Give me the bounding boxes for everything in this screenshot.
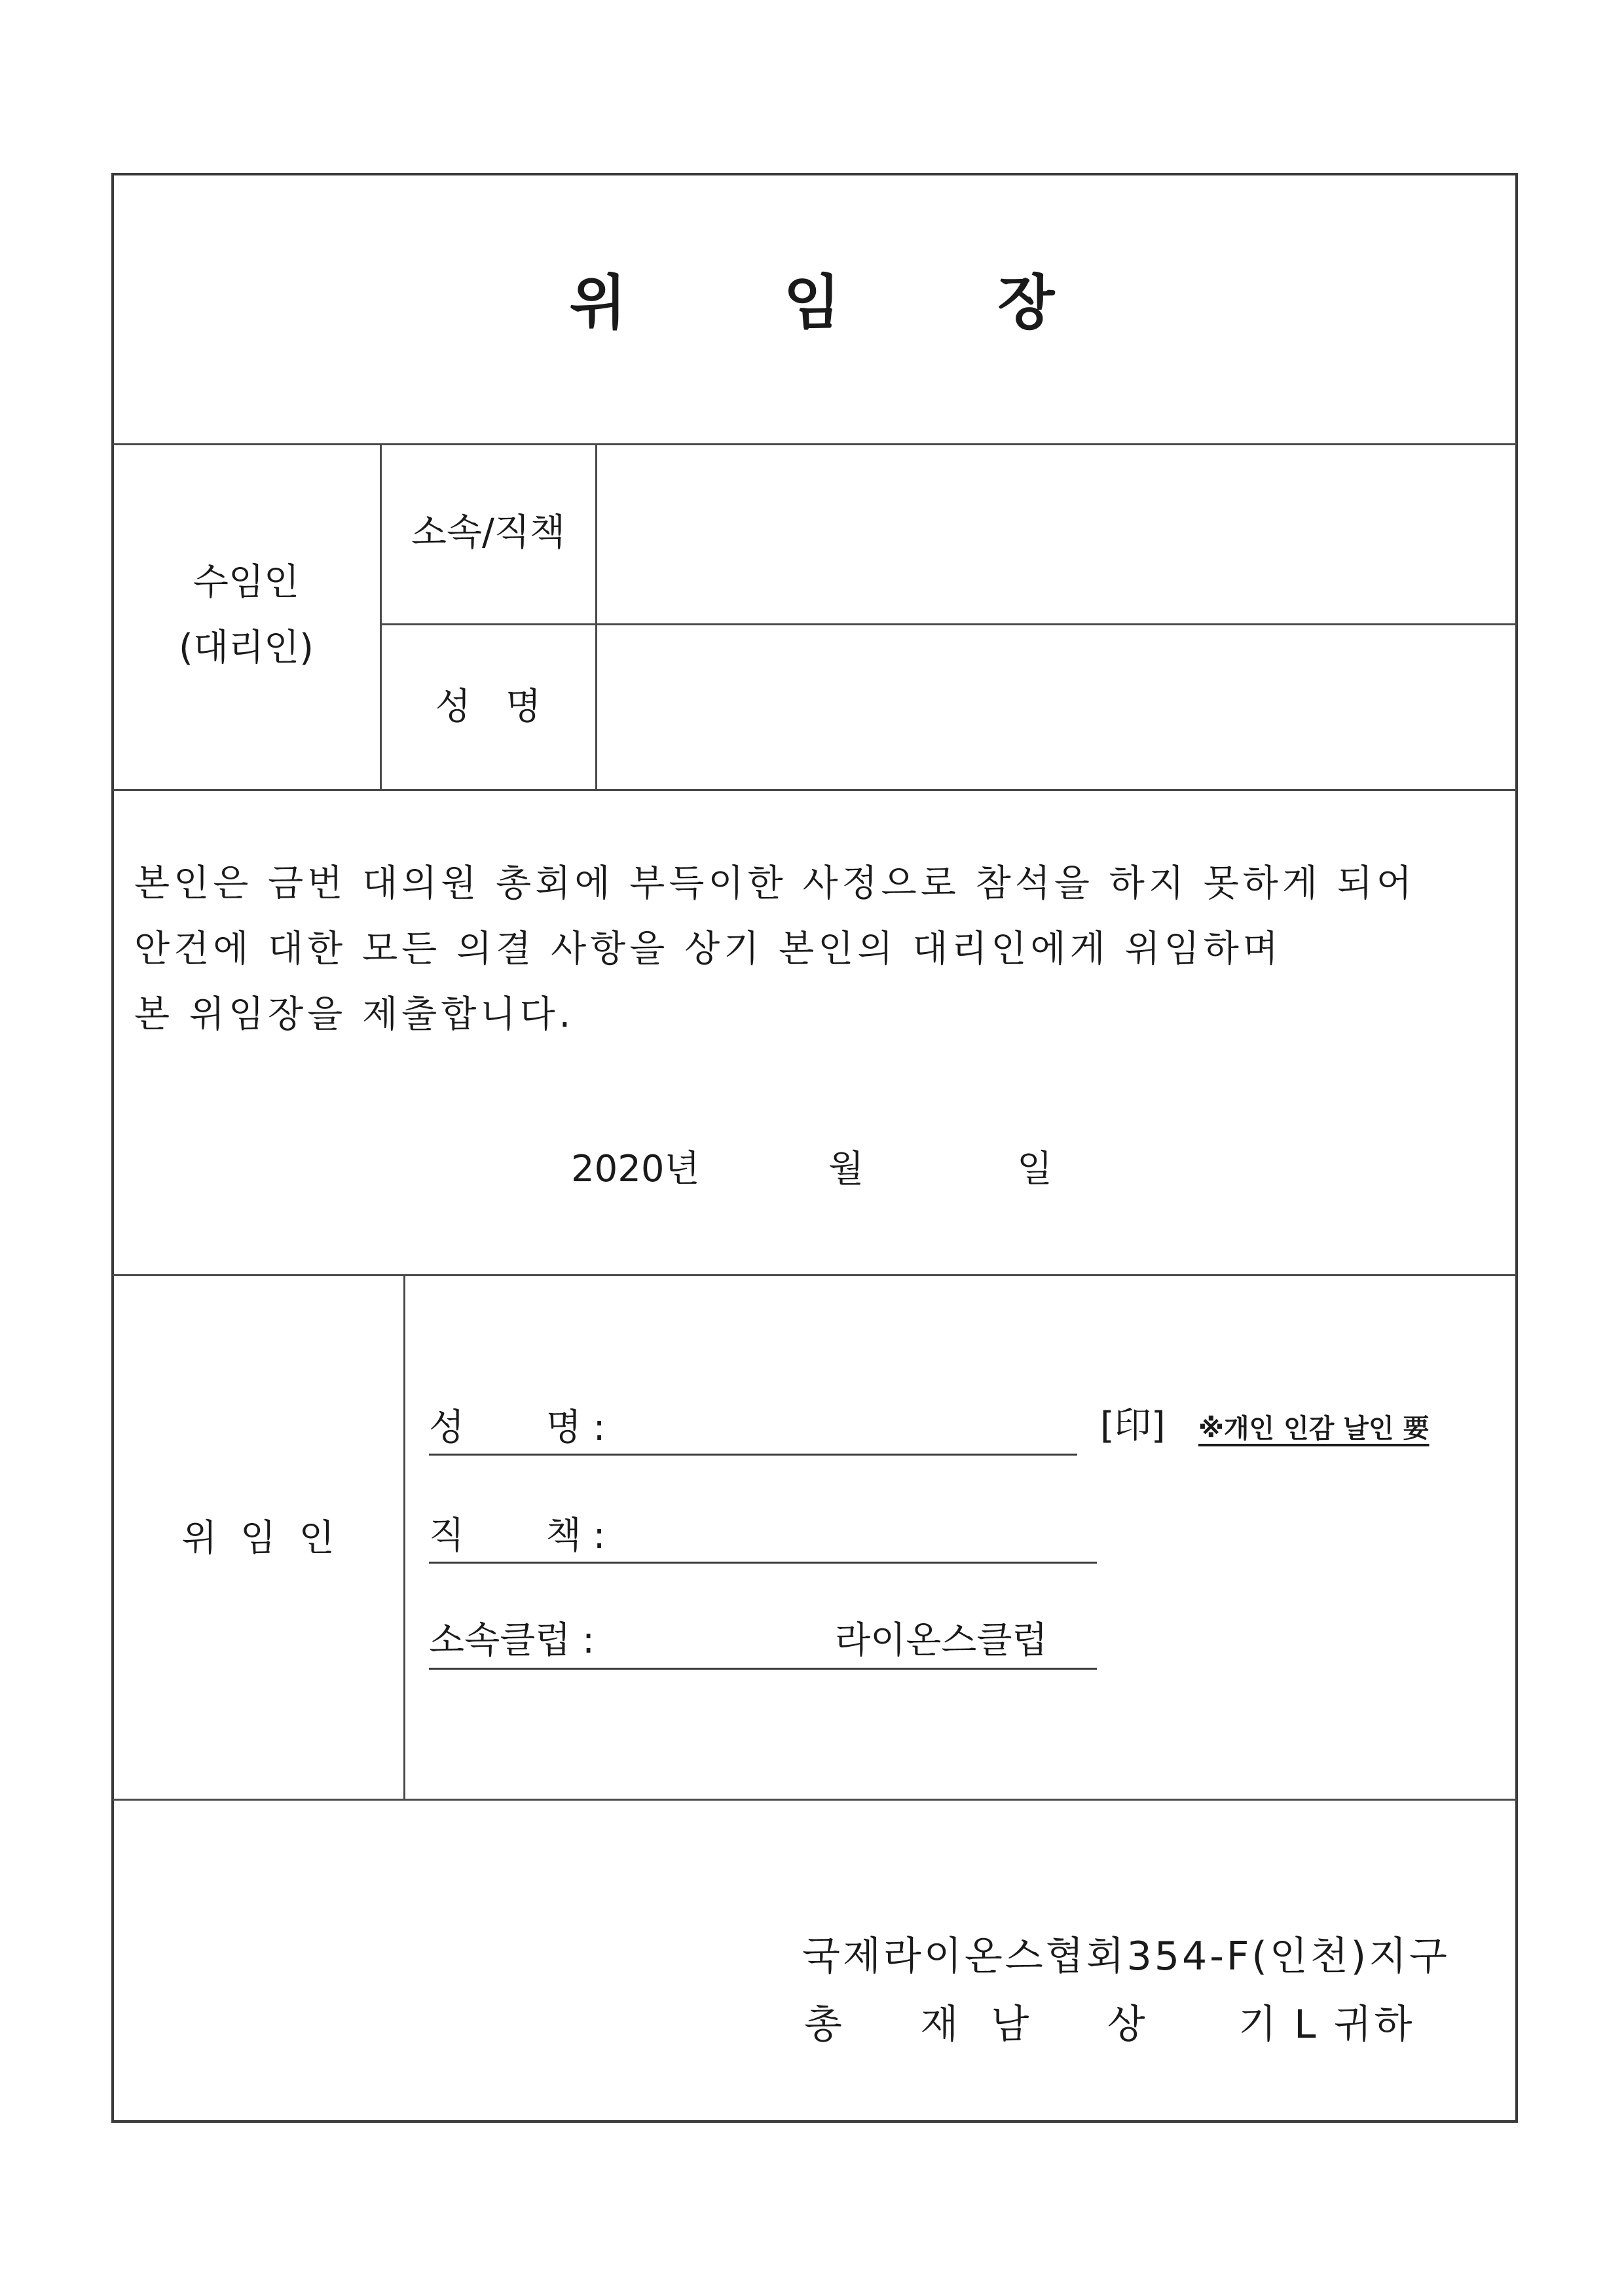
date-day: 일 — [1017, 1148, 1053, 1190]
seal-note: ※개인 인감 날인 要 — [1198, 1414, 1430, 1444]
statement-line-3: 본 위임장을 제출합니다. — [134, 993, 575, 1036]
delegator-label: 위 임 인 — [181, 1517, 335, 1560]
divider-proxy-label — [380, 445, 382, 789]
footer-addressee: 총 재 남 상 기 L 귀하 — [804, 2002, 1415, 2047]
divider-proxy-rows — [380, 623, 1517, 625]
document-title — [0, 268, 1624, 337]
title-char-2: 임 — [783, 268, 841, 337]
affiliation-label: 소속/직책 — [411, 511, 566, 554]
delegator-position-line[interactable] — [429, 1562, 1097, 1564]
seal-mark: [印] — [1100, 1405, 1166, 1447]
delegator-position-label: 직 책 : — [429, 1515, 606, 1557]
delegator-club-label: 소속클럽 : — [429, 1619, 595, 1662]
delegator-name-label: 성 명 : — [429, 1406, 606, 1449]
divider-statement-bottom — [113, 1274, 1517, 1276]
name-label: 성 명 — [435, 686, 542, 728]
divider-proxy-field — [595, 445, 597, 789]
proxy-label-line1: 수임인 — [193, 561, 300, 604]
divider-delegator-bottom — [113, 1799, 1517, 1801]
divider-title — [113, 443, 1517, 445]
statement-line-2: 안건에 대한 모든 의결 사항을 상기 본인의 대리인에게 위임하며 — [134, 928, 1282, 970]
proxy-label-line2: (대리인) — [179, 627, 314, 669]
footer-org: 국제라이온스협회354-F(인천)지구 — [802, 1934, 1450, 1979]
delegator-name-line[interactable] — [429, 1454, 1077, 1456]
delegator-club-line[interactable] — [429, 1668, 1097, 1670]
divider-delegator-label — [403, 1276, 405, 1799]
statement-line-1: 본인은 금번 대의원 총회에 부득이한 사정으로 참석을 하지 못하게 되어 — [134, 862, 1416, 905]
title-char-3: 장 — [997, 268, 1055, 337]
date-month: 월 — [828, 1148, 864, 1190]
document-frame — [111, 173, 1518, 2123]
delegator-club-value: 라이온스클럽 — [835, 1619, 1048, 1662]
divider-proxy-bottom — [113, 789, 1517, 791]
date-year: 2020년 — [571, 1148, 700, 1190]
title-char-1: 위 — [569, 268, 627, 337]
